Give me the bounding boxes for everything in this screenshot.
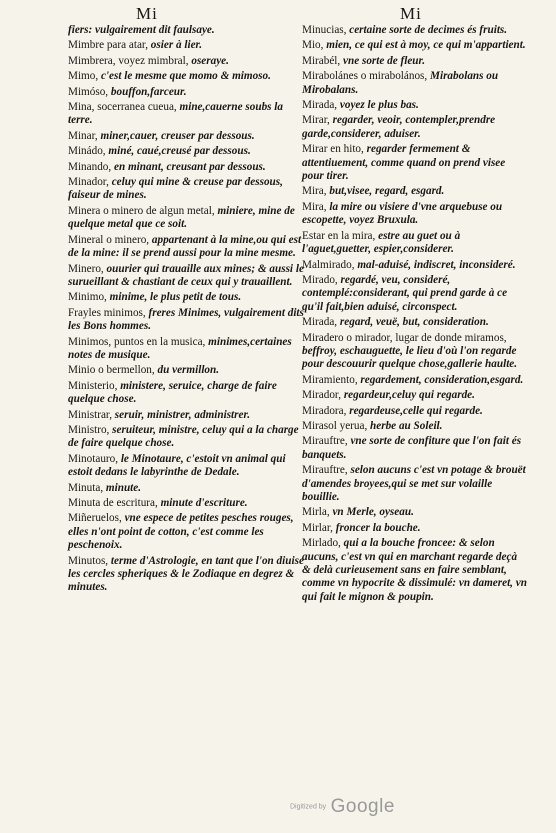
dictionary-entry [302,39,528,52]
entry-definition: regarder fermement & attentiuement, comme quand on prend visee pour tirer. [302,143,506,183]
dictionary-entry [68,555,304,595]
entry-definition: vne espece de petites pesches rouges, elles n'ont point de cotton, c'est comme les peschenoix. [68,512,294,552]
entry-headword: Minucias, [302,24,347,36]
dictionary-entry [302,114,528,141]
dictionary-entry [302,259,528,272]
entry-definition: Mirabolans ou Mirobalans. [302,70,499,96]
entry-definition: vne sorte de confiture que l'on fait és banquets. [302,435,522,461]
entry-headword: Mimo, [68,70,99,83]
entry-headword: Minimos, puntos en la musica, [68,335,206,348]
dictionary-entry [68,176,304,203]
entry-headword: Minar, [68,129,98,142]
entry-definition: regardeur,celuy qui regarde. [341,389,475,402]
dictionary-entry [68,101,304,128]
entry-definition: minime, le plus petit de tous. [106,291,242,304]
entry-definition: bouffon,farceur. [108,85,187,98]
entry-headword: Miradero o mirador, lugar de donde miramos, [302,331,507,344]
dictionary-entry [302,374,528,387]
dictionary-entry [302,24,528,37]
dictionary-entry [302,230,528,257]
left-column [68,24,304,597]
entry-headword: Mirabél, [302,54,341,67]
dictionary-entry [68,482,304,495]
entry-headword: Mirador, [302,389,342,402]
entry-headword: Minero, [68,262,104,275]
entry-definition: le Minotaure, c'estoit vn animal qui estoit dedans le labyrinthe de Dedale. [68,452,286,479]
entry-headword: Minera o minero de algun metal, [68,204,215,217]
entry-headword: Mirado, [302,273,338,286]
entry-headword: Mirar, [302,114,330,127]
entry-headword: Mira, [302,185,327,198]
dictionary-entry [68,497,304,510]
dictionary-entry [68,336,304,363]
entry-headword: Estar en la mira, [302,229,376,242]
entry-headword: Minando, [68,160,112,173]
entry-definition: seruir, ministrer, administrer. [112,408,251,421]
entry-definition: froncer la bouche. [332,521,421,534]
dictionary-entry [302,464,528,504]
entry-definition: mal-aduisé, indiscret, inconsideré. [354,258,516,271]
entry-headword: Minimo, [68,291,107,304]
dictionary-entry [302,435,528,462]
digitized-label: Digitized by [290,803,327,811]
dictionary-entry [68,161,304,174]
dictionary-entry [68,453,304,480]
entry-definition: regardé, veu, consideré, contemplé:considerant, qui prend garde à ce qu'il fait,bien aduisé, circonspect. [302,273,508,313]
entry-headword: Mina, socerranea cueua, [68,101,177,114]
dictionary-entry [68,39,304,52]
entry-headword: Mirauftre, [302,435,348,448]
entry-headword: Miramiento, [302,373,358,386]
entry-definition: voyez le plus bas. [337,99,419,112]
entry-headword: Mirabolánes o mirabolános, [302,70,428,83]
dictionary-entry [68,70,304,83]
dictionary-entry [68,263,304,290]
entry-definition: terme d'Astrologie, en tant que l'on diuise les cercles spheriques & le Zodiaque en degrez & minutes. [68,554,304,594]
right-column [302,24,528,606]
entry-headword: Mirlar, [302,521,333,534]
entry-headword: Minádo, [68,145,106,158]
entry-definition: miné, caué,creusé par dessous. [105,145,251,158]
entry-headword: Minuta de escritura, [68,497,158,509]
dictionary-entry [302,201,528,228]
entry-definition: oseraye. [188,54,229,67]
entry-definition: en minant, creusant par dessous. [111,160,266,173]
dictionary-entry [68,130,304,143]
entry-definition: la mire ou visiere d'vne arquebuse ou escopette, voyez Bruxula. [302,200,503,227]
entry-headword: Mio, [302,39,324,52]
dictionary-entry [302,537,528,604]
entry-headword: Ministrar, [68,408,112,421]
entry-definition: ministere, seruice, charge de faire quelque chose. [68,379,277,406]
dictionary-entry [68,380,304,407]
entry-definition: regardement, consideration,esgard. [357,373,524,386]
entry-headword: Mirauftre, [302,464,348,477]
dictionary-entry [68,145,304,158]
entry-definition: regard, veuë, but, consideration. [337,316,489,329]
entry-headword: Mirar en hito, [302,143,364,156]
entry-headword: Mirada, [302,99,338,112]
entry-definition: ouurier qui trauaille aux mines; & aussi le surueillant & chastiant de ceux qui y trauaillent. [68,262,304,288]
dictionary-entry [302,55,528,68]
dictionary-entry [302,522,528,535]
entry-headword: Mirada, [302,316,338,329]
digitized-watermark [290,796,395,818]
dictionary-entry [302,143,528,183]
entry-definition: mine,cauerne soubs la terre. [68,101,284,127]
dictionary-entry [302,506,528,519]
entry-headword: Malmirado, [302,258,355,271]
entry-definition: qui a la bouche froncee: & selon aucuns, c'est vn qui en marchant regarde deçà & delà curieusement sans en faire semblant, comme vn hypocrite & dissimulé: vn dameret, vn qui fait le mignon & poupin. [302,537,527,603]
entry-definition: seruiteur, ministre, celuy qui a la charge de faire quelque chose. [68,423,299,450]
entry-headword: Ministerio, [68,379,118,392]
dictionary-entry [68,307,304,334]
entry-definition: certaine sorte de decimes és fruits. [346,24,508,36]
dictionary-entry [302,389,528,402]
entry-headword: Miñeruelos, [68,512,122,525]
entry-headword: Mirasol yerua, [302,419,368,432]
dictionary-entry [68,205,304,232]
dictionary-entry [68,234,304,261]
dictionary-entry [68,291,304,304]
dictionary-entry [302,332,528,372]
entry-definition: herbe au Soleil. [367,419,443,432]
running-header [0,4,556,26]
entry-definition: miner,cauer, creuser par dessous. [97,129,255,142]
entry-definition: du vermillon. [154,364,220,377]
entry-definition: freres Minimes, vulgairement dits les Bons hommes. [68,306,304,333]
dictionary-entry [68,424,304,451]
dictionary-entry [68,55,304,68]
dictionary-entry [68,409,304,422]
entry-definition: celuy qui mine & creuse par dessous, faiseur de mines. [68,176,283,202]
entry-definition: osier à lier. [148,39,203,52]
entry-definition: fiers: vulgairement dit faulsaye. [68,24,215,36]
entry-headword: Minador, [68,176,109,189]
entry-definition: minute. [103,481,142,494]
entry-definition: miniere, mine de quelque metal que ce soit. [68,204,295,231]
entry-definition: regardeuse,celle qui regarde. [346,404,483,417]
entry-definition: beffroy, eschauguette, le lieu d'où l'on regarde pour descouurir quelque chose,gallerie haulte. [302,344,518,371]
google-logo: Google [330,796,395,817]
entry-definition: c'est le mesme que momo & mimoso. [98,70,271,83]
header-left: Mi [136,4,158,23]
dictionary-entry [302,316,528,329]
entry-headword: Minio o bermellon, [68,364,155,377]
entry-headword: Minotauro, [68,452,119,465]
dictionary-entry [302,70,528,97]
entry-headword: Frayles minimos, [68,306,146,319]
entry-headword: Mirla, [302,506,330,519]
dictionary-entry [68,364,304,377]
dictionary-entry [302,420,528,433]
header-right: Mi [400,4,422,23]
dictionary-entry [68,512,304,552]
entry-definition: minute d'escriture. [157,497,248,509]
entry-definition: mien, ce qui est à moy, ce qui m'appartient. [323,39,526,52]
entry-definition: vn Merle, oyseau. [329,506,414,519]
entry-definition: estre au guet ou à l'aguet,guetter, espier,considerer. [302,229,461,256]
dictionary-entry [302,185,528,198]
entry-headword: Miradora, [302,404,347,417]
entry-headword: Mimóso, [68,85,109,98]
dictionary-entry [68,86,304,99]
entry-headword: Minutos, [68,554,109,567]
entry-headword: Mirlado, [302,537,341,550]
entry-headword: Mimbrera, voyez mimbral, [68,54,189,67]
entry-definition: selon aucuns c'est vn potage & brouët d'amendes broyees,qui se met sur volaille bouillie. [302,464,526,503]
dictionary-entry [302,274,528,314]
entry-definition: but,visee, regard, esgard. [326,185,445,198]
entry-headword: Mimbre para atar, [68,39,148,52]
entry-definition: appartenant à la mine,ou qui est de la mine: il se prend aussi pour la mine mesme. [68,233,302,260]
entry-headword: Mineral o minero, [68,233,150,246]
entry-definition: vne sorte de fleur. [340,54,426,67]
dictionary-entry [302,99,528,112]
entry-definition: minimes,certaines notes de musique. [68,335,292,361]
dictionary-entry [302,405,528,418]
dictionary-entry [68,24,304,37]
entry-headword: Ministro, [68,423,110,436]
entry-headword: Mira, [302,200,327,213]
entry-definition: regarder, veoir, contempler,prendre garde,considerer, aduiser. [302,114,496,140]
entry-headword: Minuta, [68,481,104,494]
